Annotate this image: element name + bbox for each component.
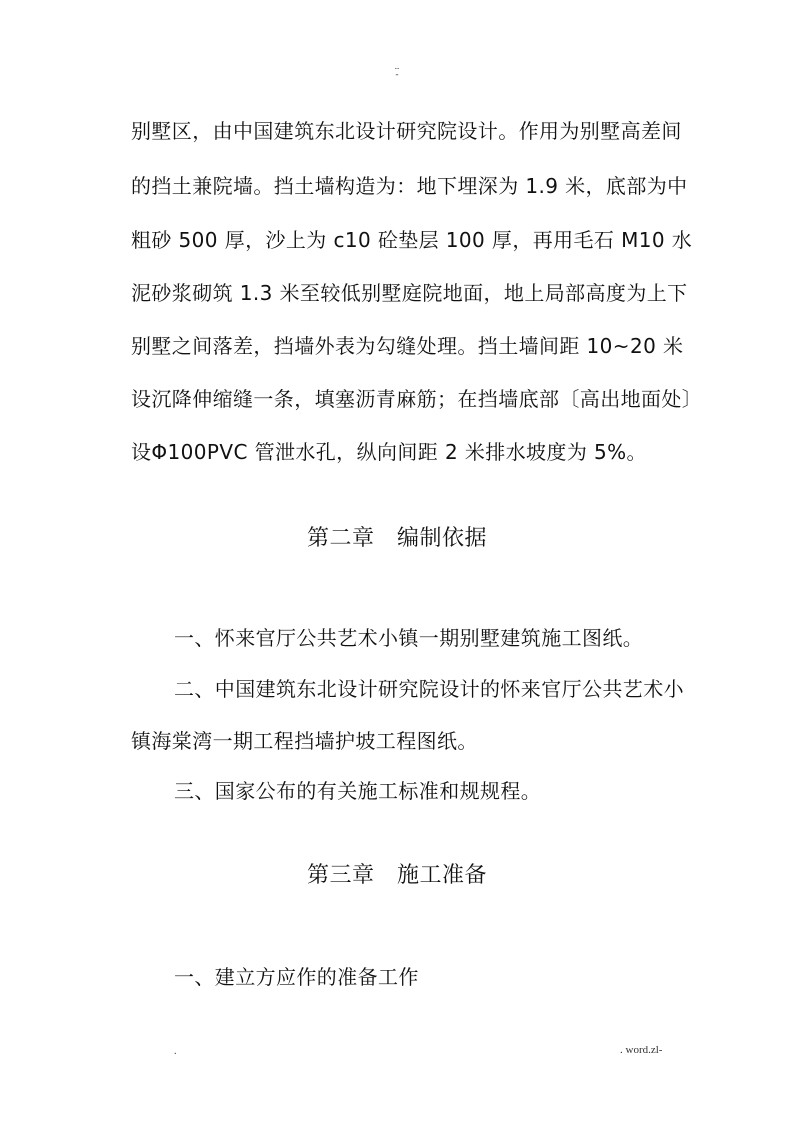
paragraph-line: 的挡土兼院墙。挡土墙构造为：地下埋深为 1.9 米，底部为中 (131, 174, 688, 198)
paragraph-line: 粗砂 500 厚，沙上为 c10 砼垫层 100 厚，再用毛石 M10 水 (131, 228, 693, 252)
list-item: 一、建立方应作的准备工作 (174, 965, 419, 989)
page-header-mark (0, 62, 794, 78)
paragraph-line: 设沉降伸缩缝一条，填塞沥青麻筋；在挡墙底部〔高出地面处〕 (131, 387, 703, 411)
paragraph-line: 设Φ100PVC 管泄水孔，纵向间距 2 米排水坡度为 5%。 (131, 440, 647, 464)
paragraph-line: 别墅区，由中国建筑东北设计研究院设计。作用为别墅高差间 (131, 119, 682, 143)
paragraph-line: 泥砂浆砌筑 1.3 米至较低别墅庭院地面，地上局部高度为上下 (131, 281, 688, 305)
list-item-continuation: 镇海棠湾一期工程挡墙护坡工程图纸。 (131, 729, 478, 753)
list-item: 三、国家公布的有关施工标准和规规程。 (174, 779, 542, 803)
list-item: 一、怀来官厅公共艺术小镇一期别墅建筑施工图纸。 (174, 626, 644, 650)
paragraph-line: 别墅之间落差，挡墙外表为勾缝处理。挡土墙间距 10~20 米 (131, 334, 684, 358)
header-mark-bottom: - (395, 69, 399, 79)
chapter-3-heading: 第三章 施工准备 (306, 863, 487, 888)
chapter-2-heading: 第二章 编制依据 (306, 526, 487, 551)
footer-left-mark: . (174, 1046, 177, 1057)
header-mark-top: .. (394, 61, 400, 71)
list-item: 二、中国建筑东北设计研究院设计的怀来官厅公共艺术小 (174, 677, 684, 701)
footer-right-mark: . word.zl- (620, 1044, 663, 1056)
